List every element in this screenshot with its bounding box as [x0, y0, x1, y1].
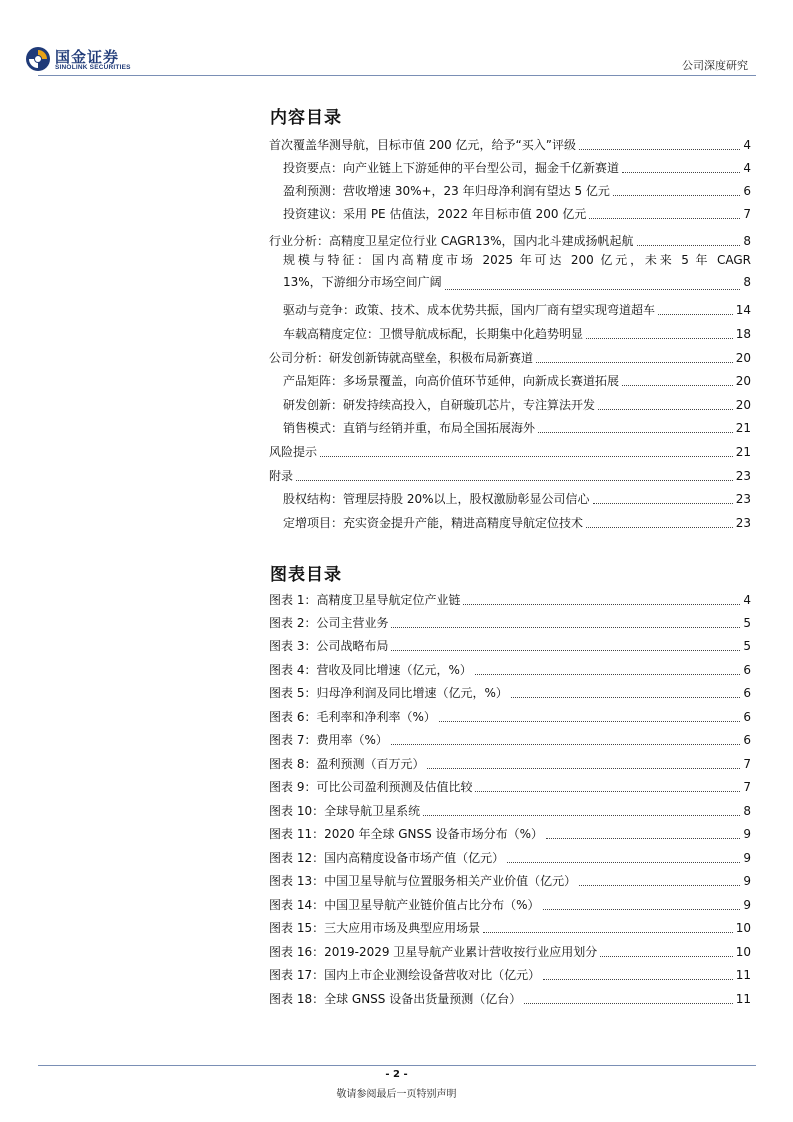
toc-entry-text: 行业分析：高精度卫星定位行业 CAGR13%，国内北斗建成扬帆起航	[269, 234, 634, 248]
figure-entry-text: 图表 15：三大应用市场及典型应用场景	[269, 921, 481, 935]
toc-entry-page: 20	[735, 351, 751, 365]
figure-entry[interactable]	[269, 775, 751, 795]
figure-entry-text: 图表 1：高精度卫星导航定位产业链	[269, 593, 461, 607]
sinolink-logo-icon	[25, 46, 51, 72]
figure-entry[interactable]	[269, 799, 751, 819]
figure-entry-text: 图表 10：全球导航卫星系统	[269, 804, 421, 818]
figure-entry[interactable]	[269, 916, 751, 936]
logo-english-name: SINOLINK SECURITIES	[55, 64, 131, 71]
toc-entry[interactable]	[283, 179, 751, 199]
contents-title: 内容目录	[270, 108, 342, 128]
toc-entry[interactable]	[283, 322, 751, 342]
figure-entry[interactable]	[269, 987, 751, 1007]
toc-entry-text: 股权结构：管理层持股 20%以上，股权激励彰显公司信心	[283, 492, 590, 506]
figure-entry-page: 11	[735, 968, 751, 982]
figure-entry-page: 6	[743, 733, 751, 747]
toc-entry[interactable]	[269, 133, 751, 153]
figure-entry-text: 图表 18：全球 GNSS 设备出货量预测（亿台）	[269, 992, 522, 1006]
toc-entry-page: 4	[743, 138, 751, 152]
figure-entry-page: 5	[743, 616, 751, 630]
toc-entry-page: 7	[743, 207, 751, 221]
figure-entry[interactable]	[269, 634, 751, 654]
footer-disclaimer: 敬请参阅最后一页特别声明	[336, 1089, 457, 1100]
toc-entry[interactable]	[283, 369, 751, 389]
toc-entry-text: 盈利预测：营收增速 30%+，23 年归母净利润有望达 5 亿元	[283, 184, 610, 198]
figure-entry-text: 图表 12：国内高精度设备市场产值（亿元）	[269, 851, 505, 865]
figure-entry-page: 10	[735, 921, 751, 935]
toc-entry[interactable]	[269, 346, 751, 366]
figure-entry-text: 图表 13：中国卫星导航与位置服务相关产业价值（亿元）	[269, 874, 577, 888]
figure-entry-text: 图表 17：国内上市企业测绘设备营收对比（亿元）	[269, 968, 541, 982]
toc-entry[interactable]	[269, 229, 751, 249]
figure-entry-page: 7	[743, 757, 751, 771]
figure-entry[interactable]	[269, 611, 751, 631]
toc-entry-page: 21	[735, 421, 751, 435]
page-number: - 2 -	[385, 1069, 408, 1080]
toc-entry[interactable]	[283, 298, 751, 318]
toc-entry-page: 23	[735, 516, 751, 530]
figure-entry-page: 5	[743, 639, 751, 653]
figure-entry[interactable]	[269, 822, 751, 842]
toc-entry[interactable]	[283, 511, 751, 531]
figure-entry[interactable]	[269, 681, 751, 701]
toc-entry-page: 8	[743, 275, 751, 289]
figure-entry-text: 图表 14：中国卫星导航产业链价值占比分布（%）	[269, 898, 540, 912]
toc-entry-page: 23	[735, 492, 751, 506]
figure-entry[interactable]	[269, 705, 751, 725]
toc-entry-text: 定增项目：充实资金提升产能，精进高精度导航定位技术	[283, 516, 584, 530]
toc-entry-page: 18	[735, 327, 751, 341]
figure-entry-text: 图表 11：2020 年全球 GNSS 设备市场分布（%）	[269, 827, 543, 841]
toc-entry-text: 产品矩阵：多场景覆盖，向高价值环节延伸，向新成长赛道拓展	[283, 374, 620, 388]
figure-entry[interactable]	[269, 588, 751, 608]
figure-entry-page: 6	[743, 710, 751, 724]
toc-entry-page: 20	[735, 374, 751, 388]
figure-entry-text: 图表 7：费用率（%）	[269, 733, 388, 747]
toc-entry-page: 6	[743, 184, 751, 198]
toc-entry-page: 8	[743, 234, 751, 248]
figure-entry-text: 图表 9：可比公司盈利预测及估值比较	[269, 780, 473, 794]
figure-entry[interactable]	[269, 869, 751, 889]
figure-entry[interactable]	[269, 893, 751, 913]
header-divider	[38, 75, 756, 76]
figure-entry-text: 图表 16：2019-2029 卫星导航产业累计营收按行业应用划分	[269, 945, 598, 959]
figure-entry-page: 9	[743, 898, 751, 912]
figure-entry[interactable]	[269, 658, 751, 678]
toc-entry-text-line1: 规模与特征：国内高精度市场 2025 年可达 200 亿元，未来 5 年 CAGR	[283, 253, 751, 267]
figure-entry-page: 6	[743, 663, 751, 677]
toc-entry-page: 4	[743, 161, 751, 175]
toc-entry-text: 附录	[269, 469, 294, 483]
figure-entry-text: 图表 3：公司战略布局	[269, 639, 389, 653]
toc-entry-wrapped[interactable]	[283, 249, 751, 294]
figure-entry[interactable]	[269, 940, 751, 960]
toc-entry-page: 23	[735, 469, 751, 483]
figure-entry-page: 4	[743, 593, 751, 607]
figures-title: 图表目录	[270, 565, 342, 585]
toc-entry-text: 投资建议：采用 PE 估值法，2022 年目标市值 200 亿元	[283, 207, 587, 221]
toc-entry-page: 20	[735, 398, 751, 412]
figure-entry-page: 8	[743, 804, 751, 818]
report-type-label: 公司深度研究	[682, 59, 748, 72]
figure-entry-page: 9	[743, 827, 751, 841]
toc-entry-text: 首次覆盖华测导航，目标市值 200 亿元，给予“买入”评级	[269, 138, 576, 152]
toc-entry-text: 驱动与竞争：政策、技术、成本优势共振，国内厂商有望实现弯道超车	[283, 303, 656, 317]
figure-entry[interactable]	[269, 846, 751, 866]
figure-entry-page: 11	[735, 992, 751, 1006]
company-logo	[25, 46, 155, 74]
toc-entry-text: 公司分析：研发创新铸就高壁垒，积极布局新赛道	[269, 351, 534, 365]
figure-entry-text: 图表 2：公司主营业务	[269, 616, 389, 630]
toc-entry-text: 投资要点：向产业链上下游延伸的平台型公司，掘金千亿新赛道	[283, 161, 620, 175]
figure-entry[interactable]	[269, 963, 751, 983]
figure-entry-page: 9	[743, 874, 751, 888]
toc-entry[interactable]	[283, 416, 751, 436]
figure-entry[interactable]	[269, 752, 751, 772]
toc-entry-page: 14	[735, 303, 751, 317]
toc-entry[interactable]	[283, 156, 751, 176]
toc-entry-text: 研发创新：研发持续高投入，自研璇玑芯片，专注算法开发	[283, 398, 596, 412]
figure-entry-page: 7	[743, 780, 751, 794]
figure-entry-page: 9	[743, 851, 751, 865]
toc-entry[interactable]	[283, 487, 751, 507]
toc-entry[interactable]	[283, 393, 751, 413]
toc-entry-page: 21	[735, 445, 751, 459]
page-header	[0, 0, 793, 80]
figure-entry-text: 图表 5：归母净利润及同比增速（亿元，%）	[269, 686, 508, 700]
figure-entry-page: 10	[735, 945, 751, 959]
figure-entry[interactable]	[269, 728, 751, 748]
toc-entry-text: 风险提示	[269, 445, 318, 459]
footer-divider	[38, 1065, 756, 1066]
toc-entry[interactable]	[269, 464, 751, 484]
figure-entry-text: 图表 8：盈利预测（百万元）	[269, 757, 425, 771]
figure-entry-text: 图表 6：毛利率和净利率（%）	[269, 710, 436, 724]
toc-entry-text: 销售模式：直销与经销并重，布局全国拓展海外	[283, 421, 536, 435]
logo-chinese-name: 国金证券	[55, 48, 120, 66]
toc-entry[interactable]	[283, 202, 751, 222]
figure-entry-text: 图表 4：营收及同比增速（亿元，%）	[269, 663, 472, 677]
figure-entry-page: 6	[743, 686, 751, 700]
toc-entry[interactable]	[269, 440, 751, 460]
toc-entry-text-line2: 13%，下游细分市场空间广阔	[283, 275, 442, 289]
toc-entry-text: 车载高精度定位：卫惯导航成标配，长期集中化趋势明显	[283, 327, 584, 341]
